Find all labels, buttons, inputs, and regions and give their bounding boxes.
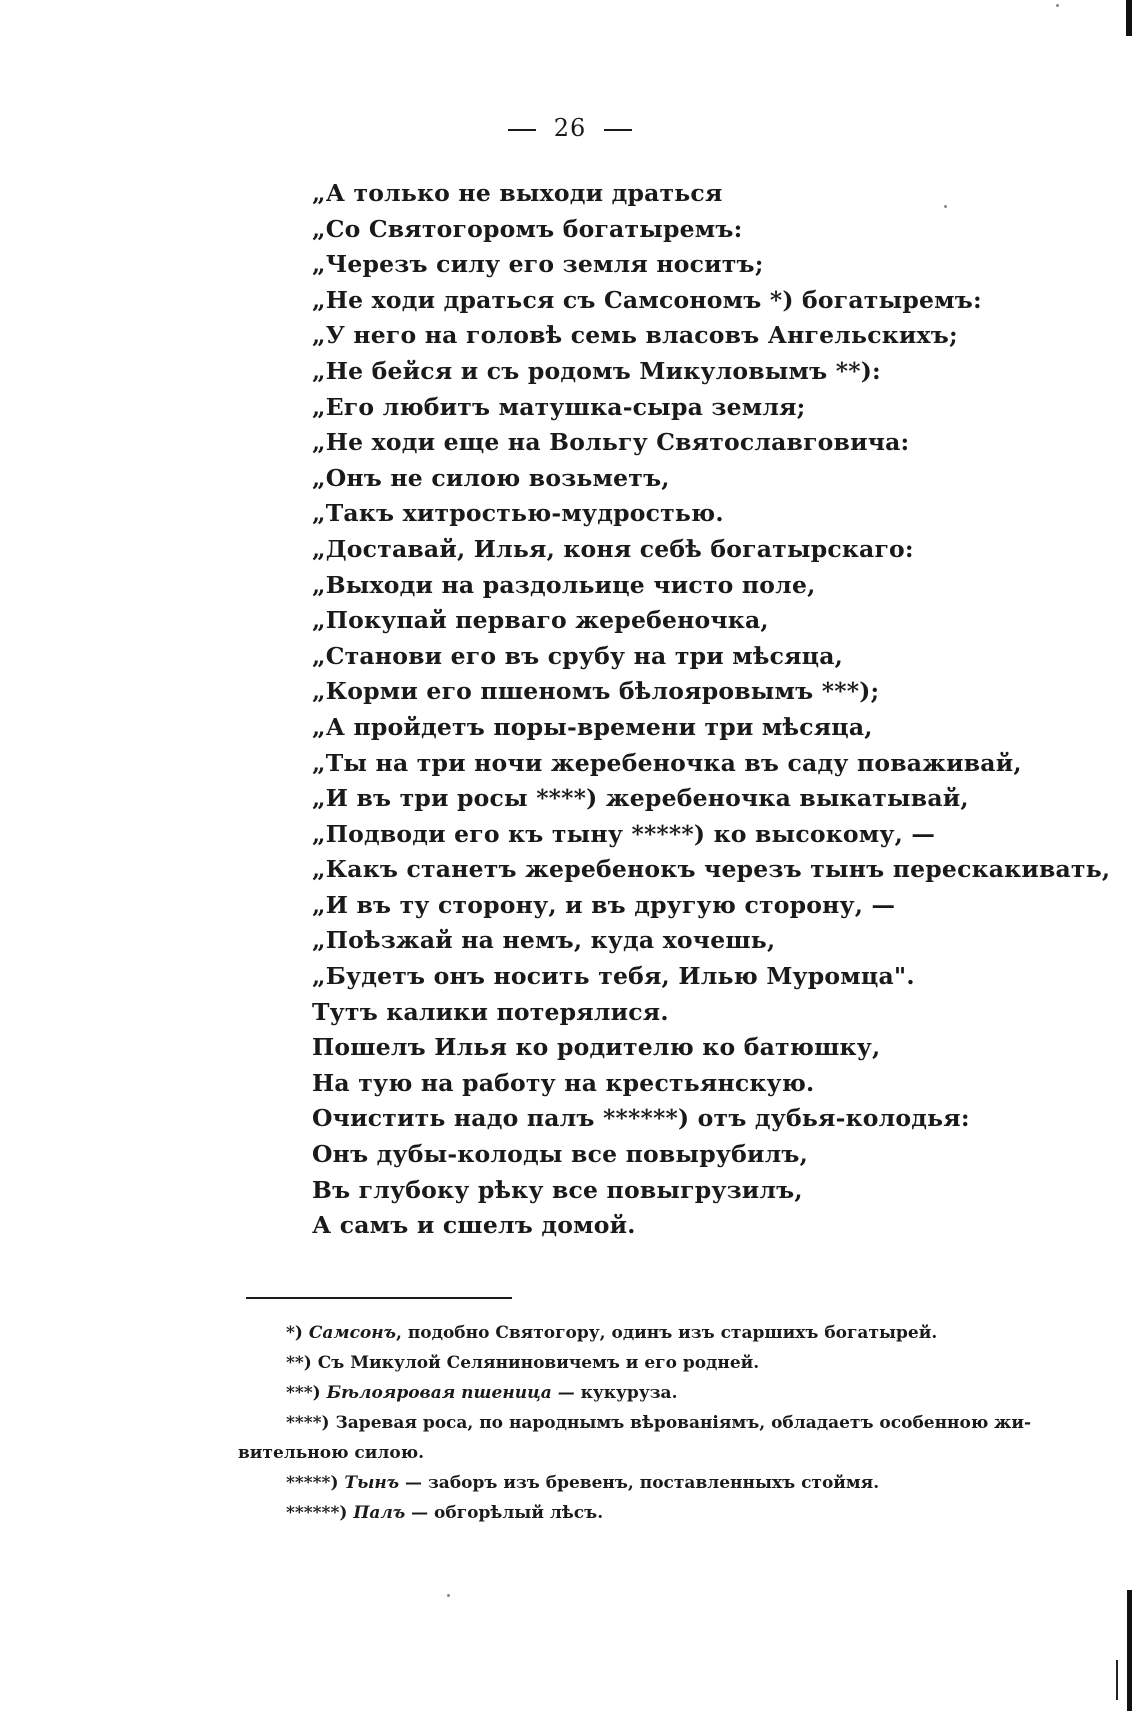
- verse-line: „Доставай, Илья, коня себѣ богатырскаго:: [312, 534, 914, 563]
- page-number-dash-right: [604, 129, 632, 131]
- verse-line: „Черезъ силу его земля носитъ;: [312, 250, 764, 279]
- verse-line: „Поѣзжай на немъ, куда хочешь,: [312, 926, 776, 955]
- footnote-continuation: [238, 1438, 1058, 1468]
- verse-line: „Со Святогоромъ богатыремъ:: [312, 214, 743, 243]
- verse-line: „Его любитъ матушка-сыра земля;: [312, 392, 806, 421]
- footnote-term: Палъ: [353, 1503, 406, 1523]
- scan-edge-mark: [1127, 1590, 1132, 1711]
- footnote: [238, 1468, 1058, 1498]
- verse-line: „Не бейся и съ родомъ Микуловымъ **):: [312, 356, 881, 385]
- footnote-text: — кукуруза.: [551, 1383, 678, 1403]
- footnote-text: — заборъ изъ бревенъ, поставленныхъ стоймя.: [399, 1473, 880, 1493]
- footnote-term: Тынъ: [344, 1473, 400, 1493]
- scan-edge-mark: [1126, 0, 1132, 36]
- verse-line: „Покупай перваго жеребеночка,: [312, 606, 769, 635]
- footnote-text: Заревая роса, по народнымъ вѣрованiямъ, обладаетъ особенною жи-: [335, 1413, 1032, 1433]
- footnote-separator: [246, 1297, 512, 1299]
- verse-line: „И въ ту сторону, и въ другую сторону, —: [312, 890, 896, 919]
- page-number-dash-left: [508, 129, 536, 131]
- verse-body: [312, 176, 1111, 1244]
- page-number-value: 26: [553, 114, 587, 142]
- verse-line: Очистить надо палъ ******) отъ дубья-колодья:: [312, 1104, 970, 1133]
- verse-line: „Не ходи драться съ Самсономъ *) богатыремъ:: [312, 285, 982, 314]
- footnote-text: , подобно Святогору, одинъ изъ старшихъ богатырей.: [396, 1323, 938, 1343]
- footnote: [238, 1378, 1058, 1408]
- footnote: [238, 1408, 1058, 1438]
- verse-line: „И въ три росы ****) жеребеночка выкатывай,: [312, 784, 969, 813]
- scan-speck: [447, 1594, 450, 1597]
- verse-line: „А только не выходи драться: [312, 179, 723, 207]
- scan-edge-mark: [1116, 1660, 1118, 1700]
- footnote: [238, 1318, 1058, 1348]
- verse-line: „Выходи на раздольице чисто поле,: [312, 570, 816, 599]
- footnote-term: Бѣлояровая пшеница: [326, 1383, 552, 1403]
- verse-line: Въ глубоку рѣку все повыгрузилъ,: [312, 1175, 803, 1204]
- footnote-mark: *): [286, 1323, 303, 1343]
- verse-line: Онъ дубы-колоды все повырубилъ,: [312, 1140, 808, 1169]
- footnote-mark: ******): [286, 1503, 348, 1523]
- scan-speck: [1056, 4, 1059, 7]
- verse-line: „Ты на три ночи жеребеночка въ саду поваживай,: [312, 748, 1022, 777]
- footnote: [238, 1498, 1058, 1528]
- verse-line: „Будетъ онъ носить тебя, Илью Муромца".: [312, 962, 915, 991]
- page-number: [0, 114, 1140, 142]
- footnote-term: Самсонъ: [308, 1323, 397, 1343]
- footnote: [238, 1348, 1058, 1378]
- verse-line: „У него на головѣ семь власовъ Ангельскихъ;: [312, 321, 958, 350]
- footnote-text: вительною силою.: [238, 1443, 425, 1463]
- verse-line: А самъ и сшелъ домой.: [312, 1211, 636, 1240]
- verse-line: „Онъ не силою возьметъ,: [312, 463, 670, 492]
- footnote-text: Съ Микулой Селяниновичемъ и его родней.: [317, 1353, 760, 1373]
- verse-line: Тутъ калики потерялися.: [312, 997, 669, 1026]
- verse-line: „Корми его пшеномъ бѣлояровымъ ***);: [312, 677, 880, 706]
- footnote-text: — обгорѣлый лѣсъ.: [405, 1503, 604, 1523]
- verse-line: Пошелъ Илья ко родителю ко батюшку,: [312, 1033, 881, 1062]
- footnote-mark: **): [286, 1353, 312, 1373]
- verse-line: „Какъ станетъ жеребенокъ черезъ тынъ перескакивать,: [312, 855, 1111, 884]
- verse-line: „Не ходи еще на Вольгу Святославговича:: [312, 428, 910, 457]
- verse-line: „Подводи его къ тыну *****) ко высокому, —: [312, 819, 936, 848]
- verse-line: „А пройдетъ поры-времени три мѣсяца,: [312, 712, 873, 741]
- verse-line: На тую на работу на крестьянскую.: [312, 1068, 815, 1097]
- footnote-mark: ***): [286, 1383, 321, 1403]
- footnote-mark: *****): [286, 1473, 339, 1493]
- verse-line: „Станови его въ срубу на три мѣсяца,: [312, 641, 844, 670]
- footnotes: [238, 1318, 1058, 1528]
- verse-line: „Такъ хитростью-мудростью.: [312, 499, 724, 528]
- footnote-mark: ****): [286, 1413, 330, 1433]
